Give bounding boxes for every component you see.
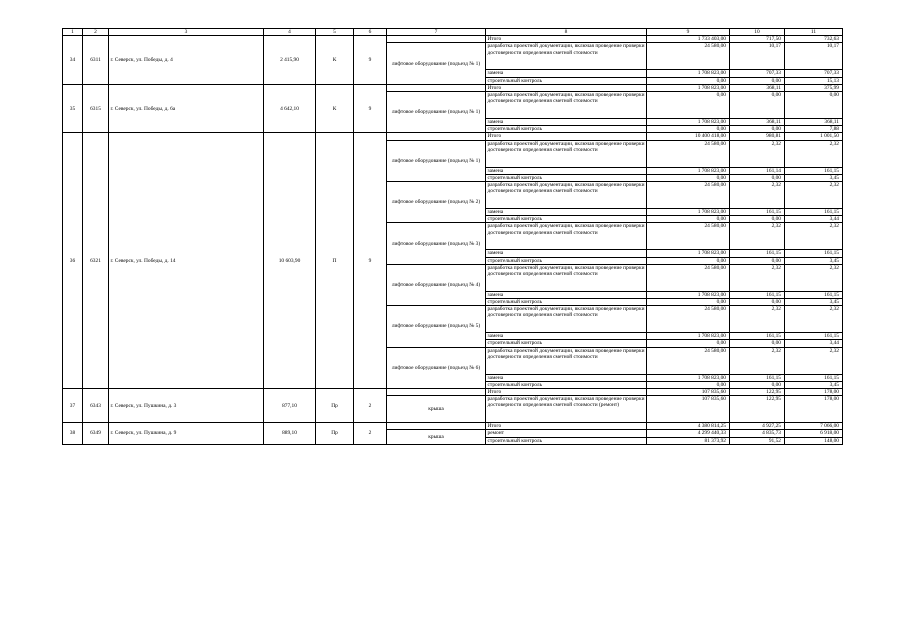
total-value-col10: 717,50 (730, 36, 785, 43)
house-address: г. Северск, ул. Победы, д. 6а (109, 84, 264, 133)
house-floors: 2 (354, 389, 387, 423)
house-floors: 9 (354, 36, 387, 85)
column-header: 4 (264, 29, 316, 36)
total-value-col10: 368,11 (730, 84, 785, 91)
value-col10: 161,15 (730, 291, 785, 298)
column-header: 5 (316, 29, 354, 36)
value-col11: 161,15 (785, 291, 843, 298)
value-col9: 0,00 (647, 216, 730, 223)
column-header: 8 (486, 29, 647, 36)
table-row (63, 133, 843, 140)
work-description: замена (486, 250, 647, 257)
value-col9: 24 580,00 (647, 43, 730, 70)
value-col9: 0,00 (647, 257, 730, 264)
work-description: разработка проектной документации, включая проведение проверки достоверности определения сметной стоимости (486, 43, 647, 70)
house-type: Пр (316, 423, 354, 445)
table-row (63, 389, 843, 396)
work-description: замена (486, 374, 647, 381)
total-value-col11: 178,00 (785, 389, 843, 396)
value-col10: 2,32 (730, 223, 785, 250)
work-object: лифтовое оборудование (подъезд № 3) (387, 223, 486, 264)
work-description: ремонт (486, 430, 647, 437)
value-col9: 24 580,00 (647, 140, 730, 167)
column-header: 6 (354, 29, 387, 36)
value-col11: 161,15 (785, 250, 843, 257)
value-col11: 7,88 (785, 126, 843, 133)
value-col11: 2,32 (785, 347, 843, 374)
row-number: 37 (63, 389, 83, 423)
total-value-col11: 375,99 (785, 84, 843, 91)
value-col10: 707,33 (730, 70, 785, 77)
value-col10: 2,32 (730, 182, 785, 209)
value-col10: 0,00 (730, 216, 785, 223)
capital-repair-table (62, 28, 843, 445)
value-col11: 2,32 (785, 140, 843, 167)
house-floors: 2 (354, 423, 387, 445)
work-description: разработка проектной документации, включая проведение проверки достоверности определения сметной стоимости (486, 182, 647, 209)
work-description: строительный контроль (486, 381, 647, 388)
house-area: 2 415,90 (264, 36, 316, 85)
value-col10: 0,00 (730, 92, 785, 119)
value-col9: 1 708 823,00 (647, 70, 730, 77)
value-col9: 24 580,00 (647, 347, 730, 374)
value-col11: 161,15 (785, 374, 843, 381)
value-col11: 2,32 (785, 182, 843, 209)
value-col11: 3,45 (785, 299, 843, 306)
house-address: г. Северск, ул. Победы, д. 14 (109, 133, 264, 389)
value-col9: 0,00 (647, 77, 730, 84)
table-row (63, 423, 843, 430)
value-col9: 0,00 (647, 299, 730, 306)
total-value-col9: 10 400 418,00 (647, 133, 730, 140)
house-area: 877,10 (264, 389, 316, 423)
value-col10: 2,32 (730, 140, 785, 167)
total-value-col10: 4 927,25 (730, 423, 785, 430)
total-value-col9: 107 835,60 (647, 389, 730, 396)
value-col10: 0,00 (730, 381, 785, 388)
work-description: разработка проектной документации, включая проведение проверки достоверности определения сметной стоимости (486, 306, 647, 333)
value-col11: 3,45 (785, 381, 843, 388)
value-col9: 1 708 823,00 (647, 374, 730, 381)
value-col10: 0,00 (730, 174, 785, 181)
value-col9: 1 708 823,00 (647, 167, 730, 174)
row-number: 35 (63, 84, 83, 133)
total-value-col10: 122,95 (730, 389, 785, 396)
house-code: 6311 (83, 36, 109, 85)
value-col11: 15,13 (785, 77, 843, 84)
empty-cell (387, 84, 486, 91)
total-value-col10: 980,81 (730, 133, 785, 140)
value-col9: 24 580,00 (647, 264, 730, 291)
value-col9: 24 580,00 (647, 223, 730, 250)
value-col10: 161,15 (730, 209, 785, 216)
house-address: г. Северск, ул. Победы, д. 4 (109, 36, 264, 85)
work-object: лифтовое оборудование (подъезд № 1) (387, 92, 486, 133)
empty-cell (387, 389, 486, 396)
value-col11: 707,33 (785, 70, 843, 77)
work-description: разработка проектной документации, включая проведение проверки достоверности определения сметной стоимости (486, 223, 647, 250)
column-header: 7 (387, 29, 486, 36)
header-row (63, 29, 843, 36)
work-description: строительный контроль (486, 126, 647, 133)
value-col10: 2,32 (730, 264, 785, 291)
work-object: лифтовое оборудование (подъезд № 5) (387, 306, 486, 347)
total-label: Итого (486, 133, 647, 140)
work-description: разработка проектной документации, включая проведение проверки достоверности определения сметной стоимости (ремонт) (486, 396, 647, 423)
work-description: строительный контроль (486, 77, 647, 84)
value-col11: 161,15 (785, 167, 843, 174)
row-number: 38 (63, 423, 83, 445)
house-address: г. Северск, ул. Пушкина, д. 3 (109, 389, 264, 423)
value-col11: 161,15 (785, 209, 843, 216)
work-description: замена (486, 333, 647, 340)
value-col11: 3,44 (785, 216, 843, 223)
value-col11: 10,17 (785, 43, 843, 70)
value-col11: 178,00 (785, 396, 843, 423)
value-col9: 81 373,92 (647, 437, 730, 444)
house-code: 6343 (83, 389, 109, 423)
value-col9: 107 835,60 (647, 396, 730, 423)
work-description: замена (486, 209, 647, 216)
house-code: 6349 (83, 423, 109, 445)
value-col9: 1 708 823,00 (647, 250, 730, 257)
value-col10: 2,32 (730, 347, 785, 374)
value-col9: 1 708 823,00 (647, 209, 730, 216)
value-col10: 368,11 (730, 119, 785, 126)
empty-cell (387, 36, 486, 43)
value-col11: 3,44 (785, 340, 843, 347)
value-col11: 2,32 (785, 223, 843, 250)
total-label: Итого (486, 84, 647, 91)
work-object: лифтовое оборудование (подъезд № 1) (387, 43, 486, 84)
house-code: 6315 (83, 84, 109, 133)
house-type: К (316, 36, 354, 85)
house-floors: 9 (354, 84, 387, 133)
value-col9: 1 708 823,00 (647, 119, 730, 126)
value-col10: 161,15 (730, 333, 785, 340)
value-col9: 0,00 (647, 340, 730, 347)
house-address: г. Северск, ул. Пушкина, д. 9 (109, 423, 264, 445)
value-col9: 0,00 (647, 126, 730, 133)
value-col11: 2,32 (785, 306, 843, 333)
total-value-col11: 732,63 (785, 36, 843, 43)
value-col10: 4 835,73 (730, 430, 785, 437)
value-col10: 161,14 (730, 167, 785, 174)
work-object: лифтовое оборудование (подъезд № 4) (387, 264, 486, 305)
value-col10: 2,32 (730, 306, 785, 333)
value-col9: 0,00 (647, 174, 730, 181)
work-description: замена (486, 119, 647, 126)
total-value-col11: 7 066,00 (785, 423, 843, 430)
value-col11: 368,11 (785, 119, 843, 126)
value-col9: 1 708 823,00 (647, 333, 730, 340)
value-col11: 0,00 (785, 92, 843, 119)
total-label: Итого (486, 36, 647, 43)
work-object: лифтовое оборудование (подъезд № 1) (387, 140, 486, 181)
work-description: строительный контроль (486, 257, 647, 264)
value-col10: 122,95 (730, 396, 785, 423)
column-header: 2 (83, 29, 109, 36)
work-object: крыша (387, 396, 486, 423)
work-description: замена (486, 70, 647, 77)
value-col10: 91,52 (730, 437, 785, 444)
value-col9: 4 299 440,33 (647, 430, 730, 437)
column-header: 10 (730, 29, 785, 36)
total-value-col9: 1 733 403,00 (647, 36, 730, 43)
value-col9: 0,00 (647, 381, 730, 388)
value-col10: 0,00 (730, 340, 785, 347)
column-header: 11 (785, 29, 843, 36)
column-header: 9 (647, 29, 730, 36)
house-area: 889,10 (264, 423, 316, 445)
column-header: 1 (63, 29, 83, 36)
house-area: 4 642,10 (264, 84, 316, 133)
row-number: 36 (63, 133, 83, 389)
value-col9: 1 708 823,00 (647, 291, 730, 298)
table-row (63, 36, 843, 43)
work-description: разработка проектной документации, включая проведение проверки достоверности определения сметной стоимости (486, 92, 647, 119)
work-description: строительный контроль (486, 174, 647, 181)
work-description: строительный контроль (486, 340, 647, 347)
table-row (63, 84, 843, 91)
value-col9: 24 580,00 (647, 182, 730, 209)
work-object: лифтовое оборудование (подъезд № 2) (387, 182, 486, 223)
value-col10: 0,00 (730, 299, 785, 306)
value-col11: 3,45 (785, 174, 843, 181)
value-col10: 161,15 (730, 374, 785, 381)
value-col11: 3,45 (785, 257, 843, 264)
house-floors: 9 (354, 133, 387, 389)
row-number: 34 (63, 36, 83, 85)
work-description: строительный контроль (486, 299, 647, 306)
value-col10: 0,00 (730, 77, 785, 84)
work-description: замена (486, 291, 647, 298)
house-type: Пр (316, 389, 354, 423)
value-col10: 161,15 (730, 250, 785, 257)
work-description: разработка проектной документации, включая проведение проверки достоверности определения сметной стоимости (486, 140, 647, 167)
work-object: крыша (387, 430, 486, 444)
document-page (62, 28, 842, 445)
value-col11: 148,00 (785, 437, 843, 444)
work-description: строительный контроль (486, 437, 647, 444)
column-header: 3 (109, 29, 264, 36)
empty-cell (387, 133, 486, 140)
total-label: Итого (486, 423, 647, 430)
house-type: П (316, 133, 354, 389)
work-description: замена (486, 167, 647, 174)
value-col9: 24 580,00 (647, 306, 730, 333)
value-col10: 10,17 (730, 43, 785, 70)
house-code: 6321 (83, 133, 109, 389)
value-col11: 6 918,00 (785, 430, 843, 437)
total-value-col11: 1 001,50 (785, 133, 843, 140)
house-type: К (316, 84, 354, 133)
empty-cell (387, 423, 486, 430)
value-col10: 0,00 (730, 257, 785, 264)
total-value-col9: 4 380 814,25 (647, 423, 730, 430)
work-description: разработка проектной документации, включая проведение проверки достоверности определения сметной стоимости (486, 264, 647, 291)
house-area: 10 603,90 (264, 133, 316, 389)
total-label: Итого (486, 389, 647, 396)
total-value-col9: 1 708 823,00 (647, 84, 730, 91)
value-col10: 0,00 (730, 126, 785, 133)
work-description: строительный контроль (486, 216, 647, 223)
work-description: разработка проектной документации, включая проведение проверки достоверности определения сметной стоимости (486, 347, 647, 374)
value-col9: 0,00 (647, 92, 730, 119)
value-col11: 161,15 (785, 333, 843, 340)
value-col11: 2,32 (785, 264, 843, 291)
work-object: лифтовое оборудование (подъезд № 6) (387, 347, 486, 388)
